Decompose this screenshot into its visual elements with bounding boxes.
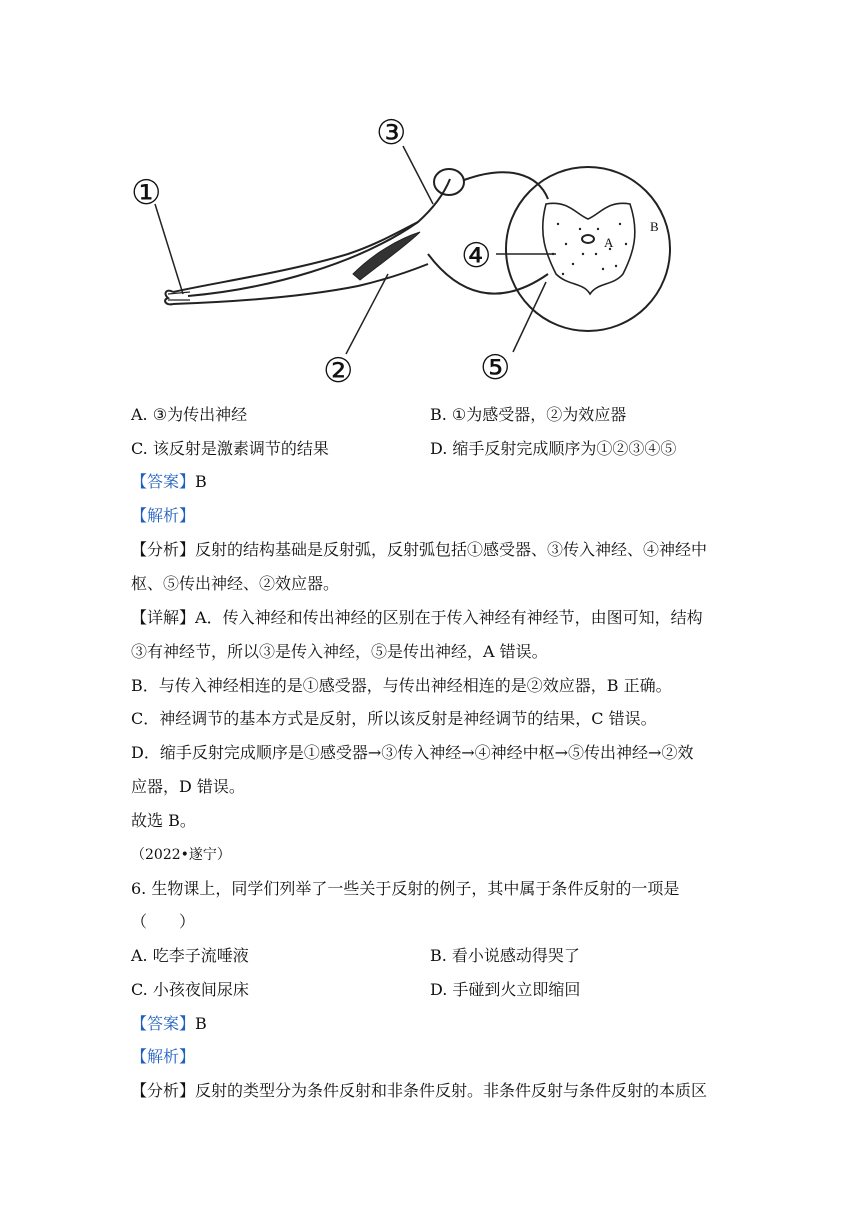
leader-2 bbox=[346, 274, 388, 354]
q5-option-c: C. 该反射是激素调节的结果 bbox=[131, 439, 329, 458]
q6-option-c: C. 小孩夜间尿床 bbox=[131, 980, 249, 999]
analysis-tag: 【解析】 bbox=[131, 1047, 196, 1066]
q5-option-b: B. ①为感受器，②为效应器 bbox=[430, 405, 627, 424]
muscle-shape bbox=[353, 232, 420, 280]
q6-source: （2022•遂宁） bbox=[131, 847, 231, 863]
q5-fenxi-line1: 【分析】反射的结构基础是反射弧，反射弧包括①感受器、③传入神经、④神经中 bbox=[131, 540, 708, 559]
q6-fenxi-line1: 【分析】反射的类型分为条件反射和非条件反射。非条件反射与条件反射的本质区 bbox=[131, 1081, 708, 1100]
label-center: ④ bbox=[461, 236, 492, 276]
q5-detail-line2: ③有神经节，所以③是传入神经，⑤是传出神经，A 错误。 bbox=[131, 642, 548, 661]
q5-detail-d1: D．缩手反射完成顺序是①感受器→③传入神经→④神经中枢→⑤传出神经→②效 bbox=[131, 743, 694, 762]
answer-tag: 【答案】 bbox=[131, 472, 196, 491]
q6-option-d: D. 手碰到火立即缩回 bbox=[430, 980, 581, 999]
q6-option-b: B. 看小说感动得哭了 bbox=[430, 946, 580, 965]
label-region-a: A bbox=[604, 235, 614, 250]
answer-tag: 【答案】 bbox=[131, 1014, 196, 1033]
q5-conclusion: 故选 B。 bbox=[131, 811, 196, 830]
q5-option-d: D. 缩手反射完成顺序为①②③④⑤ bbox=[430, 439, 677, 458]
leader-1 bbox=[155, 204, 183, 294]
q5-detail-line1: 【详解】A．传入神经和传出神经的区别在于传入神经有神经节，由图可知，结构 bbox=[131, 608, 703, 627]
leader-3 bbox=[403, 146, 433, 204]
hand-shape bbox=[165, 291, 173, 305]
fenxi-tag: 【分析】 bbox=[131, 1081, 196, 1100]
q5-option-a: A. ③为传出神经 bbox=[131, 405, 248, 424]
gray-matter bbox=[543, 203, 635, 294]
label-receptor: ① bbox=[131, 173, 162, 213]
q6-stem-line1: 6. 生物课上，同学们列举了一些关于反射的例子，其中属于条件反射的一项是 bbox=[131, 879, 680, 898]
label-efferent: ⑤ bbox=[480, 348, 511, 388]
label-afferent: ③ bbox=[376, 113, 407, 153]
q6-option-a: A. 吃李子流唾液 bbox=[131, 946, 249, 965]
q5-detail-d2: 应器，D 错误。 bbox=[131, 777, 245, 796]
label-region-b: B bbox=[650, 219, 659, 234]
reflex-arc-diagram bbox=[128, 104, 728, 394]
q5-detail-b: B．与传入神经相连的是①感受器，与传出神经相连的是②效应器，B 正确。 bbox=[131, 676, 672, 695]
spinal-cord bbox=[506, 167, 670, 331]
answer-value: B bbox=[195, 472, 207, 491]
q5-fenxi-line2: 枢、⑤传出神经、②效应器。 bbox=[131, 574, 340, 593]
answer-value: B bbox=[195, 1014, 207, 1033]
q6-answer-line bbox=[131, 1014, 207, 1034]
label-effector: ② bbox=[323, 351, 354, 391]
analysis-tag: 【解析】 bbox=[131, 506, 196, 525]
q6-stem-line2: （ ） bbox=[131, 912, 196, 931]
q5-answer-line bbox=[131, 472, 207, 492]
xiangjie-tag: 【详解】 bbox=[131, 608, 196, 627]
fenxi-tag: 【分析】 bbox=[131, 540, 196, 559]
q5-detail-c: C．神经调节的基本方式是反射，所以该反射是神经调节的结果，C 错误。 bbox=[131, 709, 657, 728]
